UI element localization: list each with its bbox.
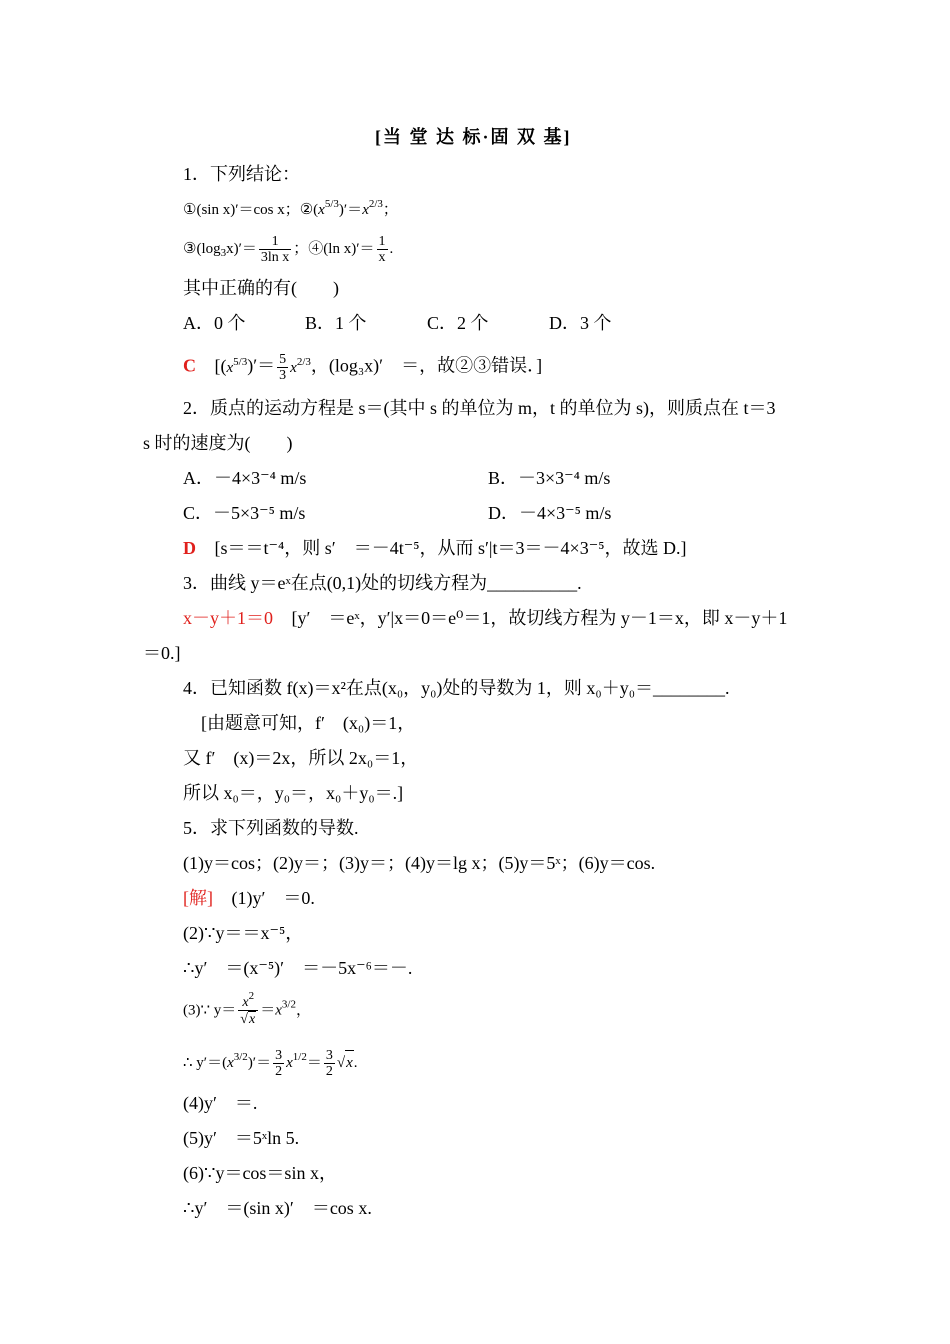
q2-option-a: A．－4×3⁻⁴ m/s (183, 468, 307, 488)
q5-stem: 5．求下列函数的导数. (183, 818, 359, 838)
q5-s3b-mid: )′＝ (247, 1054, 272, 1071)
q5-s5: (5)y′ ＝5ˣln 5. (183, 1128, 300, 1148)
q1-frac1-den: 3ln x (260, 250, 290, 265)
q1-explain-a: [( (214, 355, 227, 376)
q1-frac1 (259, 234, 291, 265)
q3-answer: x－y＋1＝0 (183, 608, 273, 628)
q1-frac1-num: 1 (259, 234, 291, 250)
q2-explanation (183, 536, 686, 560)
q3-stem: 3．曲线 y＝eˣ在点(0,1)处的切线方程为__________. (183, 573, 582, 593)
q5-s2b: ∴y′ ＝(x⁻⁵)′ ＝－5x⁻⁶＝－. (183, 958, 413, 978)
q1-frac2 (377, 234, 388, 265)
q2-option-d: D．－4×3⁻⁵ m/s (488, 503, 612, 523)
q1-option-c: C．2 个 (427, 313, 489, 333)
q4-explain-c: 所以 x₀＝，y₀＝，x₀＋y₀＝.] (183, 783, 404, 803)
q1-option-a: A．0 个 (183, 313, 246, 333)
q1-line1-c: ； (382, 202, 398, 218)
q2-answer: D (183, 538, 196, 558)
q5-s3b: ∴ $y'=(x^{3/2})'=$ $\frac{3}{2}$ $x^{1/2}=$ $\frac{3}{2}$ √x. (183, 1048, 358, 1079)
q5-list: (1)y＝cos；(2)y＝；(3)y＝；(4)y＝lg x；(5)y＝5ˣ；(6)y＝cos. (183, 853, 656, 873)
q3-explain-b: ＝0.] (143, 643, 181, 663)
q1-line1-b: )′＝ (338, 202, 363, 218)
q4-explain-b: 又 f′ (x)＝2x，所以 2x₀＝1， (183, 748, 419, 768)
q3-explanation (183, 606, 787, 630)
q4-stem: 4．已知函数 f(x)＝x²在点(x₀，y₀)处的导数为 1，则 x₀＋y₀＝________. (183, 678, 730, 698)
q5-s3b-pre: ∴ y′＝( (183, 1054, 228, 1071)
q2-option-b: B．－3×3⁻⁴ m/s (488, 468, 611, 488)
q1-question: 其中正确的有( ) (183, 278, 339, 298)
q2-option-c: C．－5×3⁻⁵ m/s (183, 503, 306, 523)
q5-s3b-eq: ＝ (306, 1054, 322, 1071)
q5-s6a: (6)∵y＝cos＝sin x， (183, 1163, 337, 1183)
q1-frac2-den: x (378, 250, 386, 265)
q3-explain-a: [y′ ＝eˣ，y′|x＝0＝e⁰＝1，故切线方程为 y－1＝x，即 x－y＋1 (291, 608, 788, 628)
q1-stem: 1．下列结论： (183, 164, 300, 184)
q5-jie-label: [解] (183, 888, 213, 908)
q1-option-d: D．3 个 (549, 313, 612, 333)
q1-line1-a: ①(sin x)′＝cos x；②( (183, 202, 319, 218)
q1-line2: $③(\log_3x)'=$ $\frac{1}{\text{3ln x}}$ ；④(ln x)′＝ $\frac{1}{x}$ . (183, 234, 394, 265)
q1-line2-a: ③(log (183, 240, 221, 257)
q1-line2-d: . (389, 240, 394, 257)
q2-explain: [s＝＝t⁻⁴，则 s′ ＝－4t⁻⁵，从而 s′|t＝3＝－4×3⁻⁵，故选 D.] (214, 538, 687, 558)
q5-s3a-end: ， (295, 1002, 311, 1019)
q1-explain-c: ，(log₃x)′ ＝，故②③错误．] (310, 355, 543, 376)
q1-answer: C (183, 355, 196, 376)
q5-s3a: (3)∵ y＝ $\frac{x^2}{√x}$ $=x^{3/2}$， (183, 990, 311, 1027)
q5-s4: (4)y′ ＝. (183, 1093, 258, 1113)
q1-explanation: C [$(x^{5/3})'=$ $\frac{5}{3}$ $x^{2/3}$，(log₃x)′ ＝，故②③错误．] (183, 352, 543, 383)
q2-stem-a: 2．质点的运动方程是 s＝(其中 s 的单位为 m，t 的单位为 s)，则质点在 t＝3 (183, 398, 776, 418)
q1-option-b: B．1 个 (305, 313, 367, 333)
q1-line1: ①(sin x)′＝cos x；$②(x^{5/3})'=x^{2/3}$； (183, 198, 398, 218)
q1-line2-c: ；④(ln x)′＝ (293, 240, 375, 257)
q1-explain-b: )′＝ (247, 355, 276, 376)
q5-s6b: ∴y′ ＝(sin x)′ ＝cos x. (183, 1198, 372, 1218)
q5-s2a: (2)∵y＝＝x⁻⁵， (183, 923, 304, 943)
q5-s1: (1)y′ ＝0. (231, 888, 315, 908)
q1-frac2-num: 1 (378, 234, 386, 249)
q2-stem-b: s 时的速度为( ) (143, 433, 293, 453)
q5-s3a-mid: ＝ (260, 1002, 276, 1019)
q5-s3a-pre: (3)∵ y＝ (183, 1002, 237, 1019)
section-title: [当 堂 达 标·固 双 基] (375, 127, 572, 147)
q1-line2-b: x)′＝ (226, 240, 257, 257)
q5-solution-1 (183, 886, 315, 910)
q4-explain-a: [由题意可知，f′ (x₀)＝1， (201, 713, 416, 733)
q5-s3b-end: . (353, 1054, 358, 1071)
